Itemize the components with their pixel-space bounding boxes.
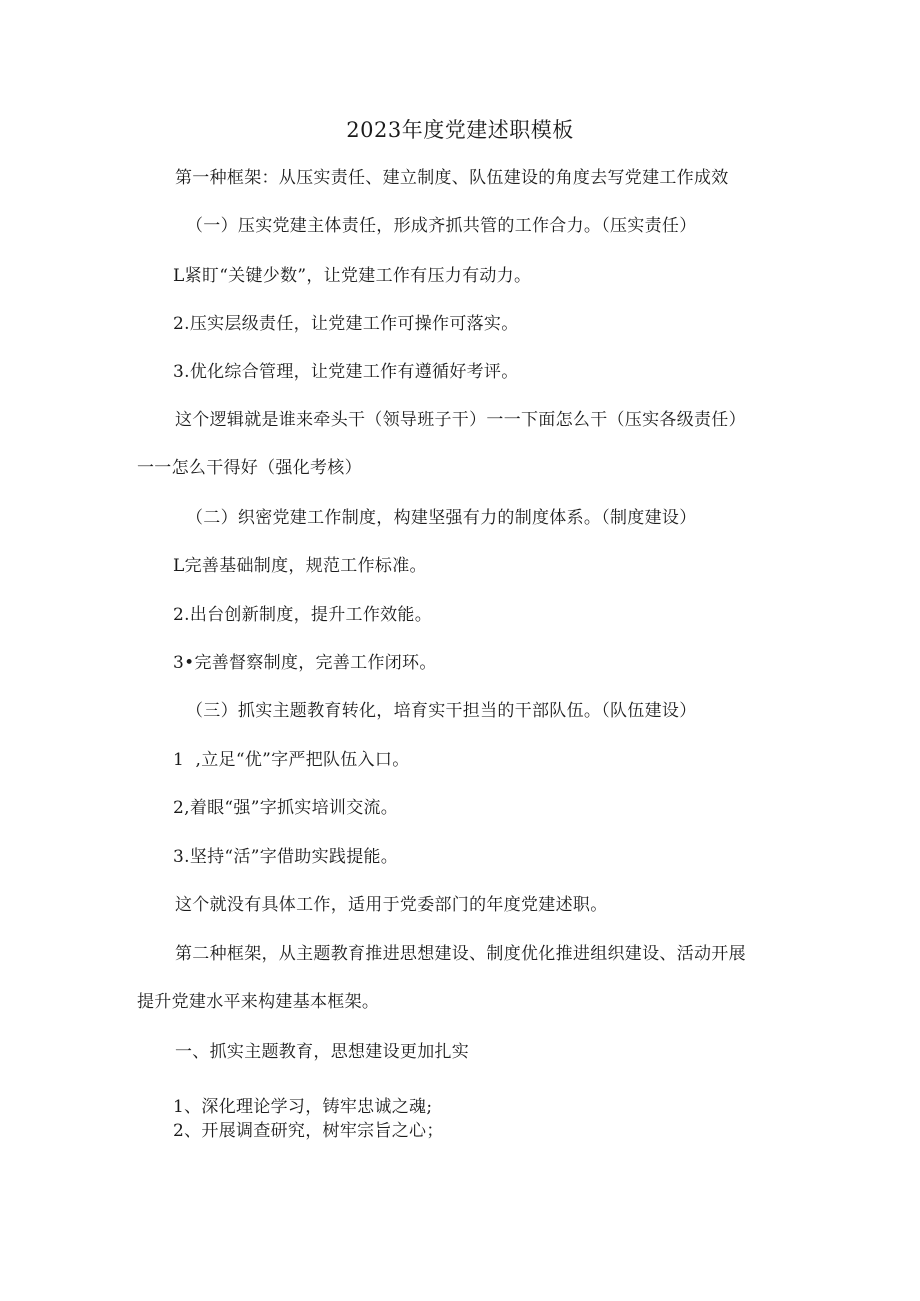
paragraph-framework-2-intro: 第二种框架，从主题教育推进思想建设、制度优化推进组织建设、活动开展 xyxy=(175,944,746,964)
section-heading-4: 一、抓实主题教育，思想建设更加扎实 xyxy=(175,1042,470,1062)
section-heading-2: （二）织密党建工作制度，构建坚强有力的制度体系。（制度建设） xyxy=(186,508,697,528)
paragraph-framework-1-intro: 第一种框架：从压实责任、建立制度、队伍建设的角度去写党建工作成效 xyxy=(175,168,729,188)
list-item: 3.优化综合管理，让党建工作有遵循好考评。 xyxy=(173,362,519,382)
section-heading-1: （一）压实党建主体责任，形成齐抓共管的工作合力。（压实责任） xyxy=(186,216,697,236)
list-item: 2,着眼“强”字抓实培训交流。 xyxy=(173,798,399,818)
list-item: 3.坚持“活”字借助实践提能。 xyxy=(173,847,399,867)
list-item: 2、开展调查研究，树牢宗旨之心； xyxy=(173,1121,444,1141)
section-heading-3: （三）抓实主题教育转化，培育实干担当的干部队伍。（队伍建设） xyxy=(186,701,697,721)
list-item: L完善基础制度，规范工作标准。 xyxy=(173,556,427,576)
paragraph-logic-continued: 一一怎么干得好（强化考核） xyxy=(137,458,362,478)
list-item: 3•完善督察制度，完善工作闭环。 xyxy=(173,653,437,673)
list-item: 2.压实层级责任，让党建工作可操作可落实。 xyxy=(173,314,519,334)
paragraph-note: 这个就没有具体工作，适用于党委部门的年度党建述职。 xyxy=(175,895,608,915)
list-item: 1、深化理论学习，铸牢忠诚之魂; xyxy=(173,1097,433,1117)
paragraph-framework-2-continued: 提升党建水平来构建基本框架。 xyxy=(137,992,380,1012)
paragraph-logic: 这个逻辑就是谁来牵头干（领导班子干）一一下面怎么干（压实各级责任） xyxy=(175,410,746,430)
list-item: L紧盯“关键少数”，让党建工作有压力有动力。 xyxy=(173,266,532,286)
list-item: 1 ,立足“优”字严把队伍入口。 xyxy=(173,750,410,770)
list-item: 2.出台创新制度，提升工作效能。 xyxy=(173,605,433,625)
document-title: 2023年度党建述职模板 xyxy=(346,118,574,142)
